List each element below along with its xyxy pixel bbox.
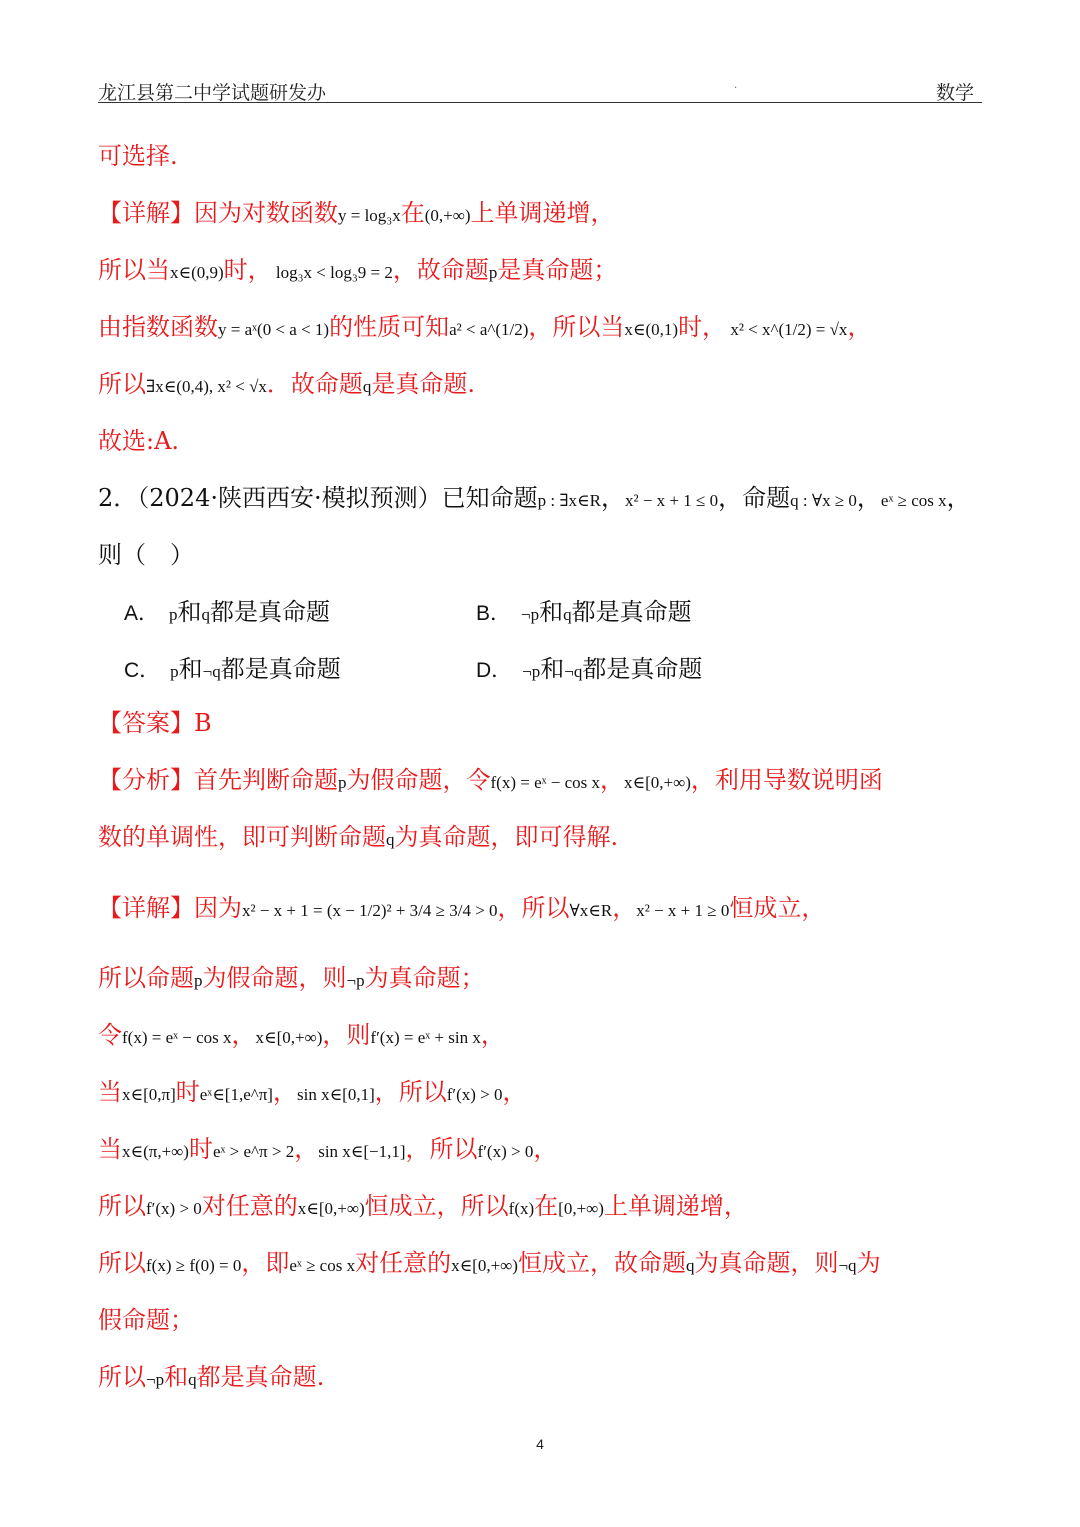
text-segment: 时，: [678, 313, 727, 341]
text-segment: ，所以: [497, 894, 570, 922]
option-text: 都是真命题: [571, 598, 692, 626]
text-segment: 都是真命题.: [196, 1363, 325, 1391]
text-segment: ，即: [241, 1249, 290, 1277]
math-expression: x² − x + 1 ≤ 0: [624, 491, 719, 510]
text-line-l4: [98, 311, 871, 346]
text-segment: 所以: [98, 1249, 146, 1277]
math-expression: p: [488, 263, 498, 282]
text-segment: 时: [175, 1078, 200, 1106]
text-segment: 当: [98, 1078, 122, 1106]
text-segment: 的性质可知: [329, 313, 450, 341]
text-line-l5: [98, 368, 475, 403]
math-expression: x∈(π,+∞): [122, 1142, 189, 1161]
option-text: 都是真命题: [210, 598, 331, 626]
math-expression: ∃x∈(0,4), x² < √x: [146, 377, 267, 396]
text-segment: 令: [98, 1021, 122, 1049]
option-math: ¬q: [202, 662, 221, 681]
math-expression: x∈[0,π]: [122, 1085, 176, 1104]
text-segment: 由指数函数: [98, 313, 218, 341]
math-expression: q: [188, 1370, 197, 1389]
text-segment: ，: [533, 1135, 558, 1163]
math-expression: y = aˣ(0 < a < 1): [218, 320, 330, 339]
text-segment: 为: [856, 1249, 881, 1277]
math-expression: p: [338, 773, 347, 792]
text-segment: 恒成立，故命题: [517, 1249, 686, 1277]
text-line-l18: [98, 1247, 881, 1282]
option-text: 和: [177, 598, 202, 626]
text-segment: ，: [502, 1078, 527, 1106]
option-math: ¬q: [564, 662, 583, 681]
math-expression: x² − x + 1 = (x − 1/2)² + 3/4 ≥ 3/4 > 0: [242, 901, 498, 920]
text-segment: ．故命题: [266, 370, 363, 398]
option-math: p: [169, 605, 178, 624]
text-segment: ，: [480, 1021, 505, 1049]
math-expression: ¬p: [146, 1370, 165, 1389]
option-text: 和: [539, 598, 564, 626]
text-segment: 为真命题，即可得解.: [394, 823, 619, 851]
text-segment: ，: [847, 313, 872, 341]
math-expression: [0,+∞): [558, 1199, 604, 1218]
text-segment: 【详解】因为对数函数: [98, 199, 338, 227]
math-expression: ∀x∈R: [569, 901, 613, 920]
math-expression: x² < x^(1/2) = √x: [726, 320, 848, 339]
text-line-l19: [98, 1304, 194, 1336]
text-line-l7: [98, 482, 971, 517]
page-number: 4: [536, 1436, 544, 1452]
text-segment: 是真命题；: [497, 256, 618, 284]
math-expression: f′(x) > 0: [477, 1142, 534, 1161]
text-line-l20: [98, 1361, 324, 1396]
math-expression: p: [194, 971, 203, 990]
text-segment: ，: [600, 484, 625, 512]
option-text: 和: [178, 655, 203, 683]
math-expression: x∈(0,9): [170, 263, 224, 282]
math-expression: q: [685, 1256, 695, 1275]
math-expression: f′(x) = eˣ + sin x: [370, 1028, 481, 1047]
text-segment: 所以: [98, 1192, 146, 1220]
text-segment: ，故命题: [392, 256, 489, 284]
text-line-l1: [98, 140, 178, 172]
math-expression: eˣ ≥ cos x: [289, 1256, 356, 1275]
math-expression: y = log₃x: [338, 206, 401, 225]
math-expression: q : ∀x ≥ 0: [790, 491, 857, 510]
text-segment: ，则: [322, 1021, 371, 1049]
text-segment: 为真命题；: [364, 964, 485, 992]
text-segment: 恒成立，: [729, 894, 826, 922]
text-segment: 和: [164, 1363, 189, 1391]
text-segment: 恒成立，所以: [364, 1192, 509, 1220]
text-segment: 则（ ）: [98, 541, 194, 569]
text-segment: 对任意的: [201, 1192, 298, 1220]
page-header: [98, 74, 982, 103]
text-segment: ，命题: [718, 484, 791, 512]
option-label: B．: [476, 602, 512, 625]
text-segment: 所以当: [98, 256, 170, 284]
option-B: [476, 596, 692, 631]
option-math: ¬p: [522, 662, 541, 681]
text-segment: 故选:A.: [98, 427, 180, 455]
text-segment: 为真命题，则: [694, 1249, 839, 1277]
text-line-l17: [98, 1190, 748, 1225]
math-expression: f(x) ≥ f(0) = 0: [146, 1256, 242, 1275]
math-expression: q: [362, 377, 372, 396]
math-expression: (0,+∞): [424, 206, 471, 225]
text-line-l9: [98, 707, 212, 739]
math-expression: log₃x < log₃9 = 2: [271, 263, 393, 282]
option-C: [124, 653, 341, 688]
math-expression: a² < a^(1/2): [449, 320, 529, 339]
text-segment: 数的单调性，即可判断命题: [98, 823, 386, 851]
text-segment: ，: [856, 484, 881, 512]
text-segment: ，所以当: [528, 313, 625, 341]
math-expression: x∈[0,+∞): [297, 1199, 365, 1218]
school-name: 龙江县第二中学试题研发办: [98, 82, 327, 104]
subject-name: 数学: [935, 82, 974, 104]
text-line-l8: [98, 539, 194, 571]
math-expression: eˣ ≥ cos x: [880, 491, 947, 510]
text-segment: 为假命题，则: [202, 964, 347, 992]
math-expression: f(x) = eˣ − cos x: [490, 773, 601, 792]
option-D: [476, 653, 702, 688]
text-segment: 时，: [223, 256, 272, 284]
text-line-l3: [98, 254, 617, 289]
math-expression: ¬p: [346, 971, 365, 990]
text-line-l12: [98, 892, 825, 927]
text-segment: ，所以: [374, 1078, 447, 1106]
text-segment: ，利用导数说明函: [690, 766, 883, 794]
text-line-l14: [98, 1019, 505, 1054]
math-expression: x∈[0,+∞): [624, 773, 691, 792]
text-segment: 所以: [98, 370, 146, 398]
text-segment: 【分析】首先判断命题: [98, 766, 338, 794]
math-expression: p : ∃x∈R: [537, 491, 601, 510]
option-math: p: [170, 662, 179, 681]
text-segment: 上单调递增，: [470, 199, 615, 227]
option-text: 都是真命题: [220, 655, 341, 683]
math-expression: sin x∈[−1,1]: [318, 1142, 406, 1161]
text-segment: 2．（2024·陕西西安·模拟预测）已知命题: [98, 484, 538, 512]
text-segment: 时: [188, 1135, 213, 1163]
text-segment: 所以命题: [98, 964, 194, 992]
text-segment: 【答案】B: [98, 709, 212, 737]
text-line-l6: [98, 425, 179, 457]
text-segment: ，所以: [405, 1135, 478, 1163]
text-segment: 假命题；: [98, 1306, 194, 1334]
text-segment: 上单调递增，: [603, 1192, 748, 1220]
text-segment: 在: [400, 199, 425, 227]
text-segment: 所以: [98, 1363, 146, 1391]
text-line-l13: [98, 962, 485, 997]
text-segment: ，: [600, 766, 625, 794]
text-segment: ，: [272, 1078, 297, 1106]
text-segment: 是真命题.: [371, 370, 476, 398]
text-segment: ，: [231, 1021, 256, 1049]
option-math: q: [201, 605, 211, 624]
math-expression: f′(x) > 0: [446, 1085, 503, 1104]
text-segment: ，: [946, 484, 971, 512]
option-label: C．: [124, 659, 161, 682]
option-math: ¬p: [521, 605, 540, 624]
math-expression: f′(x) > 0: [146, 1199, 202, 1218]
text-segment: 为假命题，令: [346, 766, 491, 794]
option-label: D．: [476, 659, 513, 682]
math-expression: sin x∈[0,1]: [296, 1085, 375, 1104]
math-expression: x∈[0,+∞): [451, 1256, 518, 1275]
text-segment: ，: [294, 1135, 319, 1163]
text-segment: 在: [534, 1192, 559, 1220]
text-line-l11: [98, 821, 618, 856]
header-dot: .: [734, 80, 738, 91]
option-label: A．: [124, 602, 160, 625]
option-A: [124, 596, 330, 631]
option-math: q: [563, 605, 572, 624]
math-expression: q: [386, 830, 395, 849]
math-expression: eˣ > e^π > 2: [212, 1142, 295, 1161]
text-segment: 当: [98, 1135, 122, 1163]
math-expression: eˣ∈[1,e^π]: [199, 1085, 273, 1104]
text-segment: 对任意的: [355, 1249, 452, 1277]
option-text: 和: [540, 655, 565, 683]
math-expression: x² − x + 1 ≥ 0: [636, 901, 730, 920]
math-expression: ¬q: [838, 1256, 857, 1275]
option-text: 都是真命题: [582, 655, 703, 683]
text-line-l10: [98, 764, 883, 799]
text-segment: ，: [612, 894, 637, 922]
math-expression: f(x) = eˣ − cos x: [122, 1028, 232, 1047]
math-expression: x∈[0,+∞): [255, 1028, 323, 1047]
math-expression: x∈(0,1): [624, 320, 679, 339]
math-expression: f(x): [508, 1199, 535, 1218]
text-segment: 【详解】因为: [98, 894, 242, 922]
text-segment: 可选择.: [98, 142, 178, 170]
text-line-l2: [98, 197, 615, 232]
text-line-l16: [98, 1133, 557, 1168]
text-line-l15: [98, 1076, 527, 1111]
